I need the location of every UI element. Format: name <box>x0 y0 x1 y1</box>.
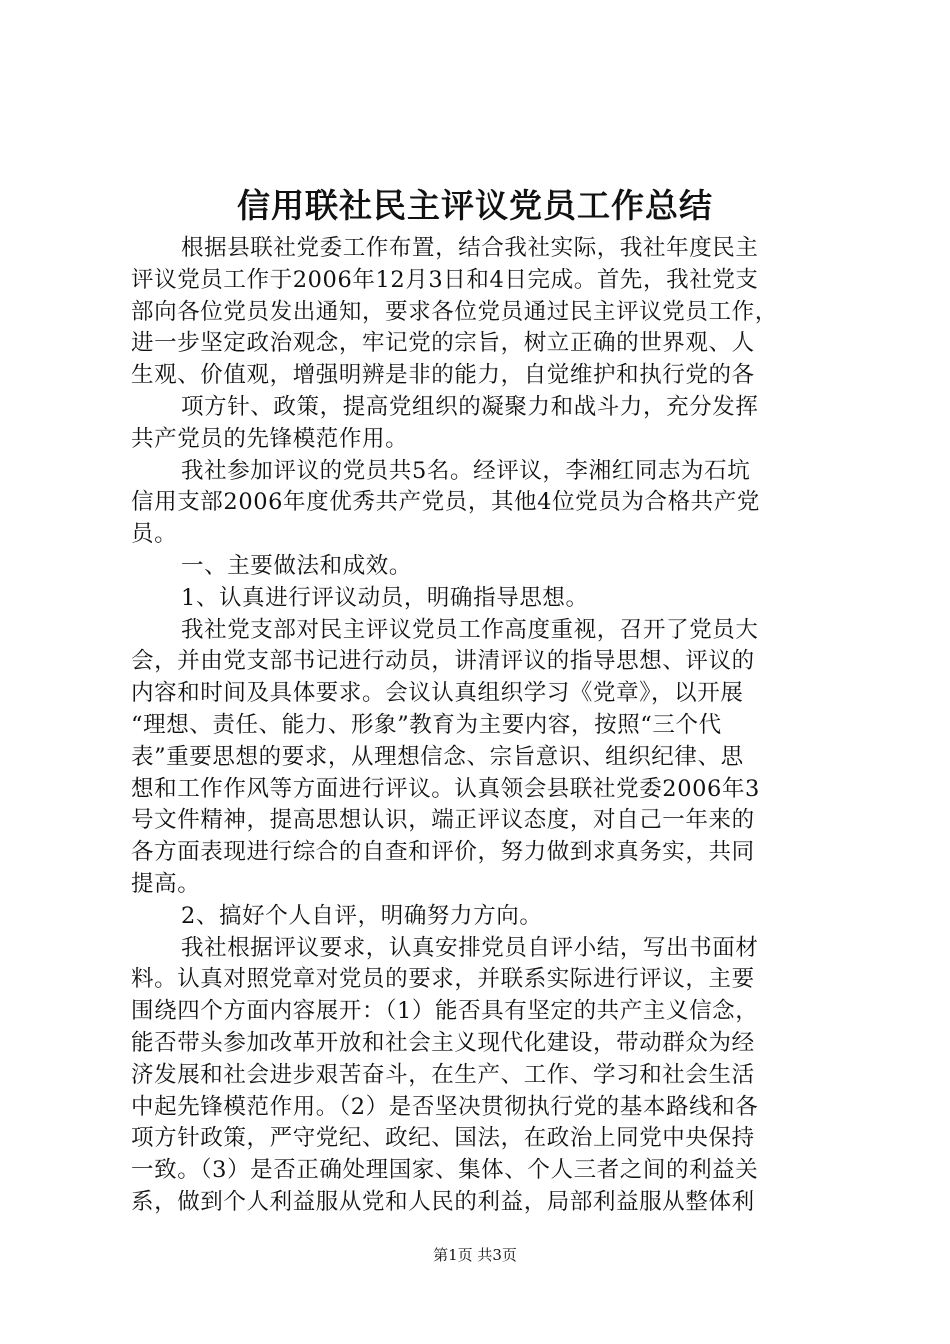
body-line: “理想、责任、能力、形象”教育为主要内容，按照“三个代 <box>131 711 722 738</box>
section-heading: 一、主要做法和成效。 <box>181 552 413 579</box>
document-body <box>131 233 831 1219</box>
body-line: 共产党员的先锋模范作用。 <box>131 425 409 452</box>
document-title: 信用联社民主评议党员工作总结 <box>237 186 713 225</box>
body-line: 表”重要思想的要求，从理想信念、宗旨意识、组织纪律、思 <box>131 743 744 770</box>
body-line: 项方针政策，严守党纪、政纪、国法，在政治上同党中央保持 <box>131 1125 755 1152</box>
body-line: 项方针、政策，提高党组织的凝聚力和战斗力，充分发挥 <box>181 393 759 420</box>
body-line: 中起先锋模范作用。（2）是否坚决贯彻执行党的基本路线和各 <box>131 1093 759 1120</box>
body-line: 料。认真对照党章对党员的要求，并联系实际进行评议，主要 <box>131 966 755 993</box>
body-line: 围绕四个方面内容展开：（1）能否具有坚定的共产主义信念， <box>131 998 759 1025</box>
body-line: 一致。（3）是否正确处理国家、集体、个人三者之间的利益关 <box>131 1157 759 1184</box>
body-line: 济发展和社会进步艰苦奋斗，在生产、工作、学习和社会生活 <box>131 1061 755 1088</box>
body-line: 想和工作作风等方面进行评议。认真领会县联社党委2006年3 <box>131 775 760 802</box>
body-line: 我社党支部对民主评议党员工作高度重视，召开了党员大 <box>181 616 759 643</box>
body-line: 信用支部2006年度优秀共产党员，其他4位党员为合格共产党 <box>131 489 760 516</box>
body-line: 内容和时间及具体要求。会议认真组织学习《党章》，以开展 <box>131 680 744 707</box>
body-line: 根据县联社党委工作布置，结合我社实际，我社年度民主 <box>181 235 759 261</box>
body-line: 系，做到个人利益服从党和人民的利益，局部利益服从整体利 <box>131 1188 755 1215</box>
body-line: 部向各位党员发出通知，要求各位党员通过民主评议党员工作， <box>131 298 778 325</box>
body-line: 员。 <box>131 521 178 548</box>
subsection-heading: 2、搞好个人自评，明确努力方向。 <box>181 902 543 929</box>
body-line: 能否带头参加改革开放和社会主义现代化建设，带动群众为经 <box>131 1029 755 1056</box>
body-line: 我社根据评议要求，认真安排党员自评小结，写出书面材 <box>181 934 759 961</box>
body-line: 我社参加评议的党员共5名。经评议，李湘红同志为石坑 <box>181 457 751 484</box>
body-line: 生观、价值观，增强明辨是非的能力，自觉维护和执行党的各 <box>131 362 755 389</box>
body-line: 各方面表现进行综合的自查和评价，努力做到求真务实，共同 <box>131 839 755 866</box>
body-line: 评议党员工作于2006年12月3日和4日完成。首先，我社党支 <box>131 266 759 293</box>
body-line: 号文件精神，提高思想认识，端正评议态度，对自己一年来的 <box>131 807 755 834</box>
page-footer: 第1页 共3页 <box>433 1246 517 1264</box>
subsection-heading: 1、认真进行评议动员，明确指导思想。 <box>181 584 589 611</box>
body-line: 提高。 <box>131 870 201 897</box>
body-line: 进一步坚定政治观念，牢记党的宗旨，树立正确的世界观、人 <box>131 330 755 357</box>
body-line: 会，并由党支部书记进行动员，讲清评议的指导思想、评议的 <box>131 648 755 675</box>
